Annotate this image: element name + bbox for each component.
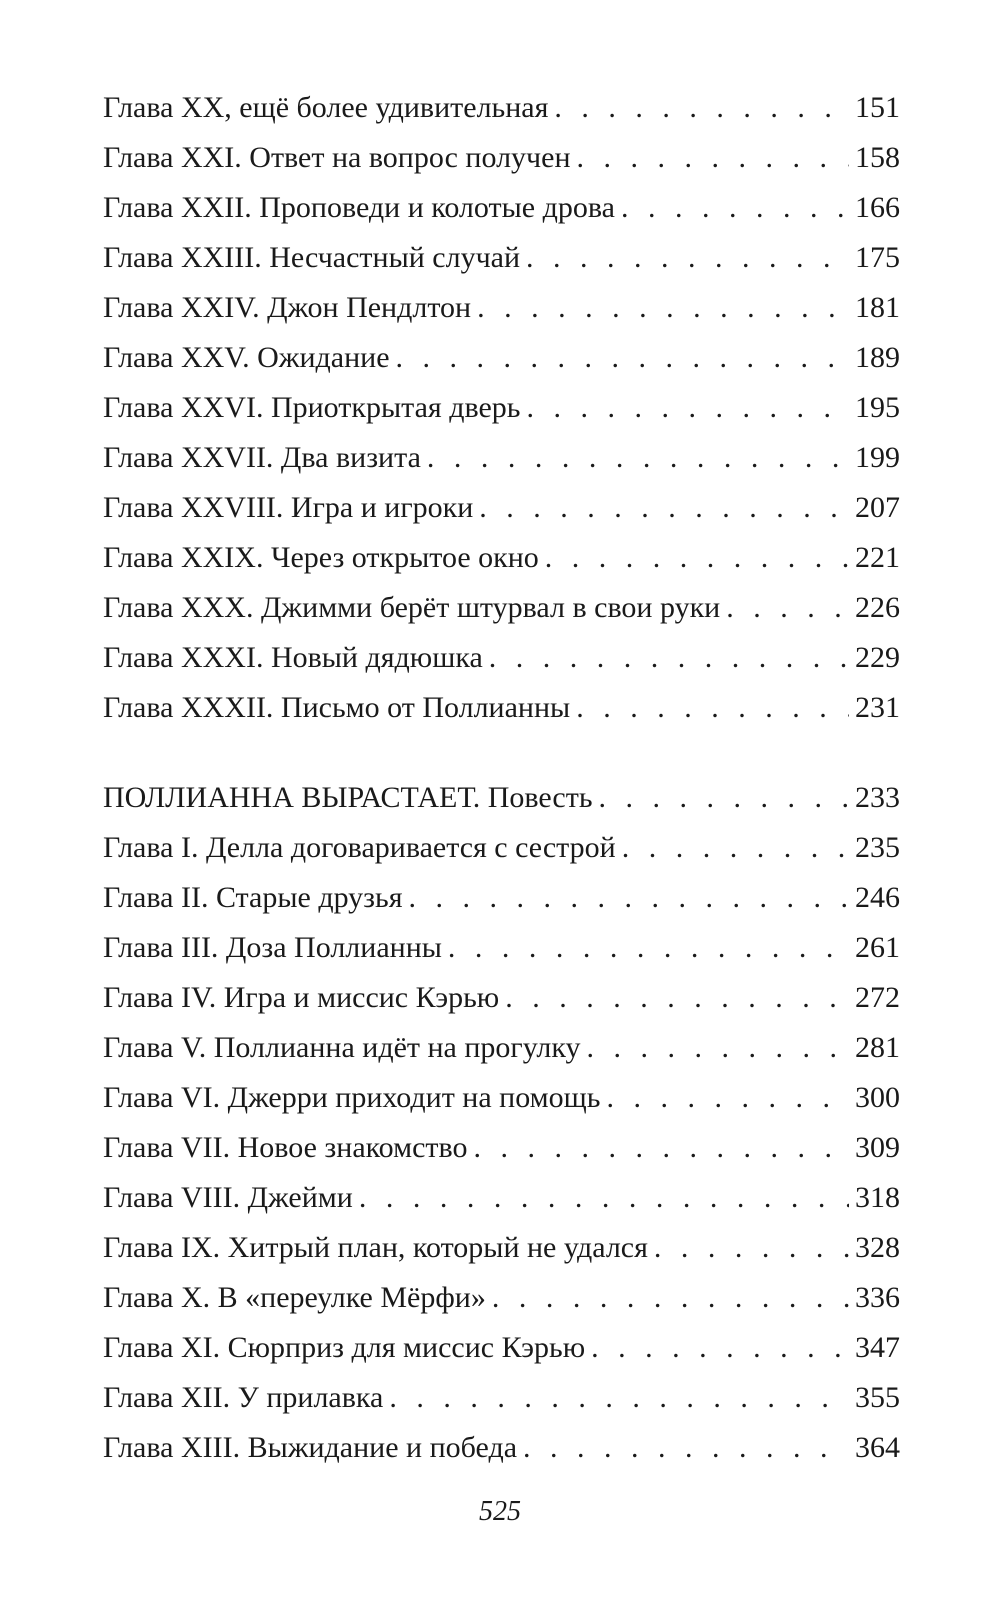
toc-entry	[103, 533, 900, 583]
dot-leader	[545, 533, 849, 583]
toc-entry-title: Глава XXVIII. Игра и игроки	[103, 491, 474, 524]
toc-entry	[103, 483, 900, 533]
toc-section-pollyanna-grows-up	[103, 773, 900, 1473]
toc-entry-title: ПОЛЛИАННА ВЫРАСТАЕТ. Повесть	[103, 781, 593, 814]
toc-entry-page: 261	[855, 931, 900, 964]
toc-entry	[103, 1223, 900, 1273]
dot-leader	[726, 583, 849, 633]
toc-entry-title: Глава XXI. Ответ на вопрос получен	[103, 141, 571, 174]
toc-entry	[103, 873, 900, 923]
dot-leader	[427, 433, 849, 483]
toc-entry-page: 158	[855, 141, 900, 174]
toc-entry	[103, 333, 900, 383]
toc-entry-page: 309	[855, 1131, 900, 1164]
toc-entry-page: 328	[855, 1231, 900, 1264]
toc-entry-page: 364	[855, 1431, 900, 1464]
toc-entry-page: 189	[855, 341, 900, 374]
dot-leader	[477, 283, 849, 333]
toc-entry	[103, 383, 900, 433]
toc-entry-title: Глава XXII. Проповеди и колотые дрова	[103, 191, 615, 224]
toc-entry	[103, 633, 900, 683]
section-divider	[103, 733, 900, 773]
toc-entry	[103, 1423, 900, 1473]
toc-entry	[103, 1173, 900, 1223]
toc-entry-page: 336	[855, 1281, 900, 1314]
toc-entry	[103, 233, 900, 283]
toc-entry-page: 195	[855, 391, 900, 424]
toc-entry-page: 151	[855, 91, 900, 124]
toc-entry-title: Глава XXIV. Джон Пендлтон	[103, 291, 472, 324]
dot-leader	[396, 333, 849, 383]
toc-entry-page: 231	[855, 691, 900, 724]
toc-entry	[103, 83, 900, 133]
toc-entry-page: 355	[855, 1381, 900, 1414]
toc-entry-title: Глава XXXII. Письмо от Поллианны	[103, 691, 571, 724]
toc-entry	[103, 1023, 900, 1073]
dot-leader	[654, 1223, 849, 1273]
toc-entry	[103, 183, 900, 233]
dot-leader	[473, 1123, 849, 1173]
toc-entry-page: 272	[855, 981, 900, 1014]
dot-leader	[526, 383, 849, 433]
toc-entry-title: Глава XX, ещё более удивительная	[103, 91, 549, 124]
toc-entry-title: Глава VII. Новое знакомство	[103, 1131, 468, 1164]
toc-entry	[103, 823, 900, 873]
toc-entry-title: Глава XXV. Ожидание	[103, 341, 390, 374]
toc-entry-page: 199	[855, 441, 900, 474]
dot-leader	[448, 923, 849, 973]
dot-leader	[621, 183, 849, 233]
dot-leader	[622, 823, 849, 873]
toc-entry-title: Глава XIII. Выжидание и победа	[103, 1431, 518, 1464]
toc-entry	[103, 683, 900, 733]
toc-entry-title: Глава X. В «переулке Мёрфи»	[103, 1281, 486, 1314]
dot-leader	[587, 1023, 849, 1073]
toc-entry-title: Глава V. Поллианна идёт на прогулку	[103, 1031, 581, 1064]
toc-entry	[103, 1123, 900, 1173]
dot-leader	[554, 83, 849, 133]
toc-entry	[103, 1073, 900, 1123]
toc-entry-title: Глава XXX. Джимми берёт штурвал в свои руки	[103, 591, 721, 624]
toc-entry-page: 246	[855, 881, 900, 914]
dot-leader	[389, 1373, 849, 1423]
page-number: 525	[479, 1496, 521, 1527]
table-of-contents	[103, 83, 900, 1473]
toc-entry	[103, 133, 900, 183]
toc-entry	[103, 433, 900, 483]
dot-leader	[606, 1073, 849, 1123]
dot-leader	[576, 683, 849, 733]
toc-entry	[103, 773, 900, 823]
toc-entry-title: Глава VIII. Джейми	[103, 1181, 353, 1214]
toc-entry	[103, 1323, 900, 1373]
dot-leader	[526, 233, 849, 283]
toc-entry-page: 166	[855, 191, 900, 224]
toc-entry	[103, 923, 900, 973]
toc-section-pollyanna	[103, 83, 900, 733]
toc-entry	[103, 583, 900, 633]
dot-leader	[577, 133, 849, 183]
toc-entry-title: Глава I. Делла договаривается с сестрой	[103, 831, 616, 864]
toc-entry	[103, 973, 900, 1023]
toc-entry	[103, 1373, 900, 1423]
toc-entry-title: Глава XXXI. Новый дядюшка	[103, 641, 483, 674]
toc-entry-page: 347	[855, 1331, 900, 1364]
toc-entry-title: Глава XI. Сюрприз для миссис Кэрью	[103, 1331, 586, 1364]
dot-leader	[599, 773, 849, 823]
toc-entry-title: Глава III. Доза Поллианны	[103, 931, 442, 964]
toc-entry-title: Глава XXIX. Через открытое окно	[103, 541, 539, 574]
toc-entry	[103, 283, 900, 333]
toc-entry-title: Глава XXIII. Несчастный случай	[103, 241, 521, 274]
dot-leader	[409, 873, 849, 923]
toc-entry-title: Глава XXVI. Приоткрытая дверь	[103, 391, 521, 424]
toc-entry-title: Глава II. Старые друзья	[103, 881, 403, 914]
dot-leader	[591, 1323, 849, 1373]
toc-entry	[103, 1273, 900, 1323]
dot-leader	[523, 1423, 849, 1473]
toc-entry-page: 300	[855, 1081, 900, 1114]
toc-entry-page: 318	[855, 1181, 900, 1214]
toc-entry-page: 181	[855, 291, 900, 324]
toc-entry-page: 221	[855, 541, 900, 574]
toc-entry-page: 229	[855, 641, 900, 674]
dot-leader	[489, 633, 849, 683]
toc-entry-page: 207	[855, 491, 900, 524]
toc-entry-page: 175	[855, 241, 900, 274]
toc-entry-title: Глава XII. У прилавка	[103, 1381, 384, 1414]
toc-entry-page: 281	[855, 1031, 900, 1064]
dot-leader	[492, 1273, 849, 1323]
dot-leader	[479, 483, 849, 533]
toc-entry-title: Глава IX. Хитрый план, который не удался	[103, 1231, 648, 1264]
toc-entry-title: Глава VI. Джерри приходит на помощь	[103, 1081, 601, 1114]
toc-entry-page: 235	[855, 831, 900, 864]
toc-entry-page: 233	[855, 781, 900, 814]
toc-entry-title: Глава XXVII. Два визита	[103, 441, 421, 474]
dot-leader	[359, 1173, 849, 1223]
toc-entry-title: Глава IV. Игра и миссис Кэрью	[103, 981, 500, 1014]
toc-entry-page: 226	[855, 591, 900, 624]
dot-leader	[505, 973, 849, 1023]
